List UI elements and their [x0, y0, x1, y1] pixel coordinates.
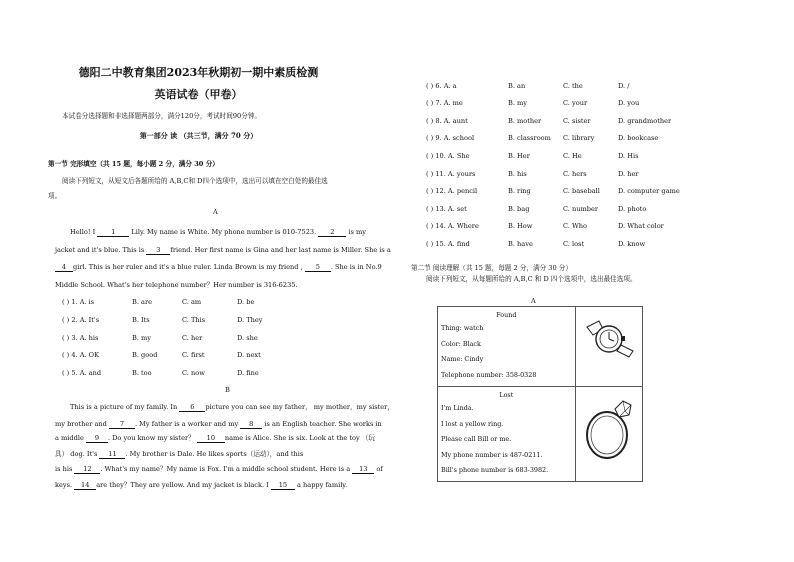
blank: 15	[271, 481, 295, 490]
passage-a-line: jacket and it's blue. This is 3 friend. Her first name is Gina and her last name is Miller. She is a	[55, 246, 391, 254]
blank: 14	[74, 481, 96, 490]
section-two-heading: 第二节 阅读理解（共 15 题，每题 2 分，满分 30 分）	[411, 264, 572, 272]
question-row: ( ) 2. A. It's B. Its C. This D. They	[62, 316, 263, 324]
ring-icon	[579, 395, 639, 465]
blank: 12	[74, 465, 100, 474]
lost-notice	[438, 387, 576, 482]
found-heading: Found	[496, 311, 517, 319]
question-row: ( ) 9. A. school B. classroom C. library D. bookcase	[426, 134, 659, 142]
blank: 4	[55, 263, 73, 272]
exam-title: 德阳二中教育集团2023年秋期初一期中素质检测	[78, 66, 319, 79]
question-row: ( ) 10. A. She B. Her C. He D. His	[426, 152, 639, 160]
passage-a-label: A	[213, 208, 218, 216]
question-row: ( ) 15. A. find B. have C. lost D. know	[426, 240, 646, 248]
section-one-heading: 第一节 完形填空（共 15 题，每小题 2 分，满分 30 分）	[48, 160, 219, 168]
blank: 8	[240, 420, 262, 429]
section-two-instruction: 阅读下列短文，从每题所给的 A,B,C 和 D 四个选项中，选出最佳选项。	[426, 275, 637, 283]
section-one-instruction: 阅读下列短文，从短文后各题所给的 A,B,C和 D四个选项中，选出可以填在空白处的最佳选	[62, 177, 328, 185]
exam-subtitle: 英语试卷（甲卷）	[154, 88, 243, 101]
passage-b-line: This is a picture of my family. In 6 picture you can see my father， my mother，my sister，	[70, 403, 394, 411]
lost-line: I lost a yellow ring.	[441, 419, 504, 428]
watch-picture-cell	[575, 307, 642, 387]
exam-notice: 本试卷分选择题和非选择题两部分，满分120分，考试时间90分钟。	[62, 112, 262, 120]
section-one-instruction-cont: 项。	[48, 192, 62, 200]
watch-icon	[579, 317, 639, 363]
blank: 13	[352, 465, 374, 474]
lost-line: My phone number is 487-0211.	[441, 450, 543, 459]
blank: 5	[305, 263, 331, 272]
blank: 3	[146, 246, 170, 255]
found-color: Color: Black	[441, 339, 481, 348]
question-row: ( ) 3. A. his B. my C. her D. she	[62, 334, 258, 342]
part-one-heading: 第一部分 读 （共三节，满分 70 分）	[139, 131, 258, 140]
question-row: ( ) 6. A. a B. an C. the D. /	[426, 82, 630, 90]
blank: 7	[109, 420, 135, 429]
lost-line: Bill's phone number is 683-3982.	[441, 466, 549, 474]
question-row: ( ) 1. A. is B. are C. am D. be	[62, 298, 255, 306]
blank: 9	[86, 434, 108, 443]
question-row: ( ) 14. A. Where B. How C. Who D. What color	[426, 222, 664, 230]
question-row: ( ) 11. A. yours B. his C. hers D. her	[426, 170, 639, 178]
found-name: Name: Cindy	[441, 355, 484, 363]
passage-b-line: keys. 14 are they？They are yellow. And my jacket is black. I 15 a happy family.	[55, 481, 348, 489]
reading-a-label: A	[531, 297, 536, 305]
passage-a-line: Hello! I 1 Lily. My name is White. My phone number is 010-7523. 2 is my	[70, 228, 366, 236]
lost-found-table	[437, 306, 643, 482]
blank: 2	[318, 228, 346, 237]
question-row: ( ) 7. A. me B. my C. your D. you	[426, 99, 640, 107]
blank: 1	[97, 228, 129, 237]
found-notice	[438, 307, 576, 387]
passage-a-line: Middle School. What's her telephone number？Her number is 316-6235.	[55, 281, 298, 289]
ring-picture-cell	[575, 387, 642, 482]
passage-b-label: B	[225, 386, 230, 394]
blank: 11	[99, 450, 125, 459]
blank: 6	[179, 403, 205, 412]
passage-a-line: 4 girl. This is her ruler and it's a blue ruler. Linda Brown is my friend , 5 . She is in No.9	[55, 263, 382, 272]
found-thing: Thing: watch	[441, 324, 484, 332]
passage-b-line: my brother and 7 . My father is a worker and my 8 is an English teacher. She works in	[55, 420, 382, 428]
passage-b-line: is his 12 . What's my name？My name is Fox. I'm a middle school student. Here is a 13 of	[55, 465, 383, 473]
lost-heading: Lost	[499, 391, 514, 399]
question-row: ( ) 8. A. aunt B. mother C. sister D. grandmother	[426, 117, 672, 125]
lost-line: Please call Bill or me.	[441, 435, 512, 443]
blank: 10	[197, 434, 225, 443]
question-row: ( ) 13. A. set B. bag C. number D. photo	[426, 205, 647, 213]
question-row: ( ) 12. A. pencil B. ring C. baseball D. computer game	[426, 187, 680, 195]
found-phone: Telephone number: 358-0328	[441, 370, 537, 379]
question-row: ( ) 4. A. OK B. good C. first D. next	[62, 351, 261, 359]
lost-line: I'm Linda.	[441, 404, 474, 412]
passage-b-line: a middle 9 . Do you know my sister？ 10 name is Alice. She is six. Look at the toy （玩	[55, 434, 375, 442]
question-row: ( ) 5. A. and B. too C. now D. fine	[62, 369, 259, 377]
passage-b-line: 具） dog. It's 11 . My brother is Dale. He likes sports（运动），and this	[55, 450, 304, 458]
